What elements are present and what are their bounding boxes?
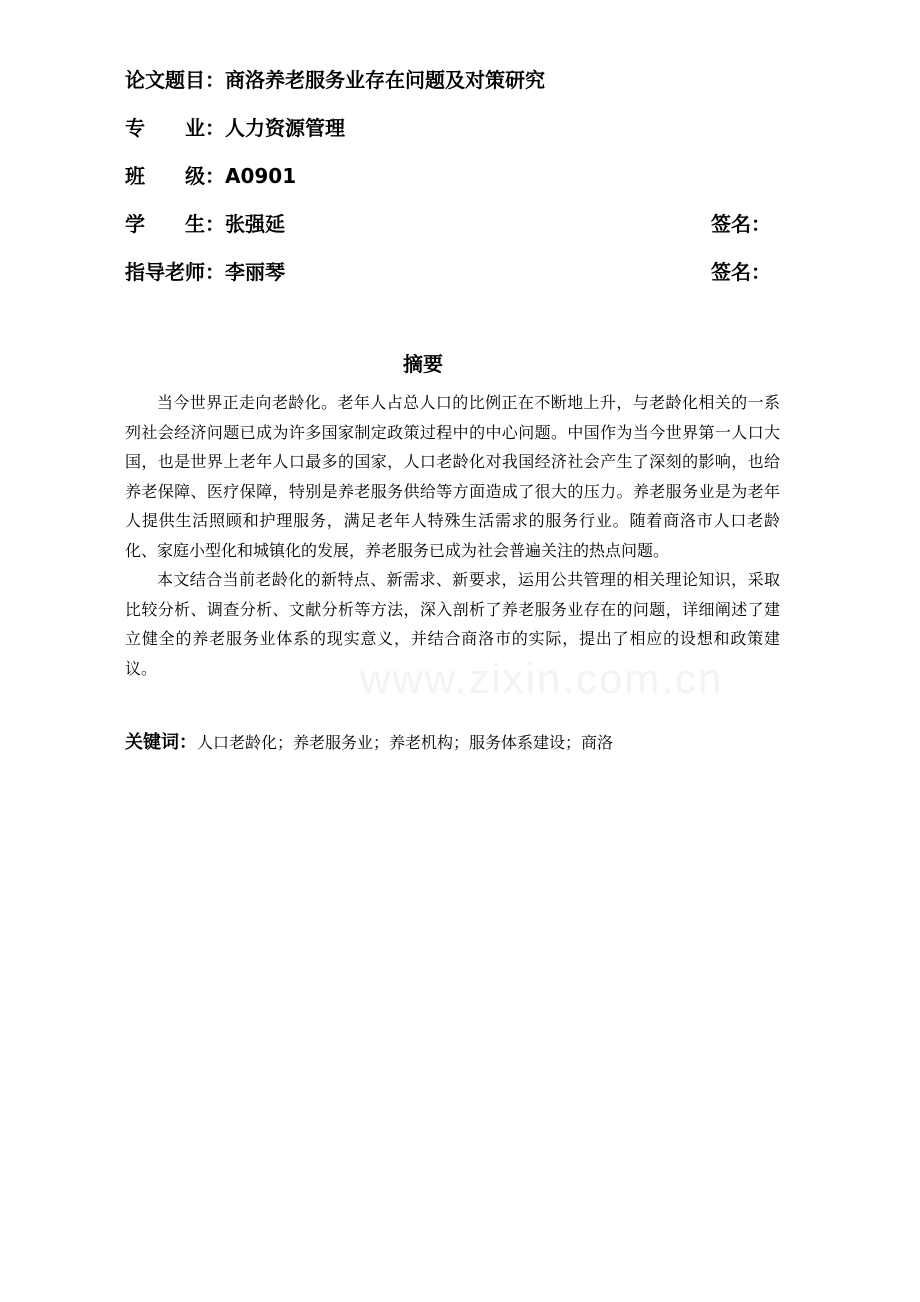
student-label-part1: 学	[125, 212, 185, 236]
major-label-part2: 业：	[185, 116, 225, 140]
major-row	[125, 115, 785, 141]
class-label-part1: 班	[125, 164, 185, 188]
major-value: 人力资源管理	[225, 116, 345, 140]
thesis-title-row	[125, 67, 785, 93]
watermark: www.zixin.com.cn	[360, 655, 724, 702]
student-value: 张强延	[225, 212, 285, 236]
keywords-line	[125, 728, 780, 757]
student-row	[125, 211, 785, 237]
abstract-heading: 摘要	[403, 352, 443, 376]
keywords-text: 人口老龄化；养老服务业；养老机构；服务体系建设；商洛	[197, 733, 614, 752]
student-label-part2: 生：	[185, 212, 225, 236]
student-signature-label: 签名：	[711, 212, 771, 236]
class-value: A0901	[225, 164, 297, 188]
thesis-title-label: 论文题目：	[125, 68, 225, 92]
advisor-label: 指导老师：	[125, 260, 225, 284]
abstract-paragraph-2: 本文结合当前老龄化的新特点、新需求、新要求，运用公共管理的相关理论知识，采取比较分析、调查分析、文献分析等方法，深入剖析了养老服务业存在的问题，详细阐述了建立健全的养老服务业体系的现实意义，并结合商洛市的实际，提出了相应的设想和政策建议。	[125, 570, 780, 678]
abstract-body	[125, 388, 780, 683]
advisor-value: 李丽琴	[225, 260, 285, 284]
advisor-signature-label: 签名：	[711, 260, 771, 284]
keywords-label: 关键词：	[125, 732, 197, 753]
major-label-part1: 专	[125, 116, 185, 140]
abstract-paragraph-1: 当今世界正走向老龄化。老年人占总人口的比例正在不断地上升，与老龄化相关的一系列社会经济问题已成为许多国家制定政策过程中的中心问题。中国作为当今世界第一人口大国，也是世界上老年人口最多的国家，人口老龄化对我国经济社会产生了深刻的影响，也给养老保障、医疗保障，特别是养老服务供给等方面造成了很大的压力。养老服务业是为老年人提供生活照顾和护理服务，满足老年人特殊生活需求的服务行业。随着商洛市人口老龄化、家庭小型化和城镇化的发展，养老服务已成为社会普遍关注的热点问题。	[125, 393, 780, 560]
thesis-title-value: 商洛养老服务业存在问题及对策研究	[225, 68, 545, 92]
advisor-row	[125, 259, 785, 285]
class-label-part2: 级：	[185, 164, 225, 188]
class-row	[125, 163, 785, 189]
